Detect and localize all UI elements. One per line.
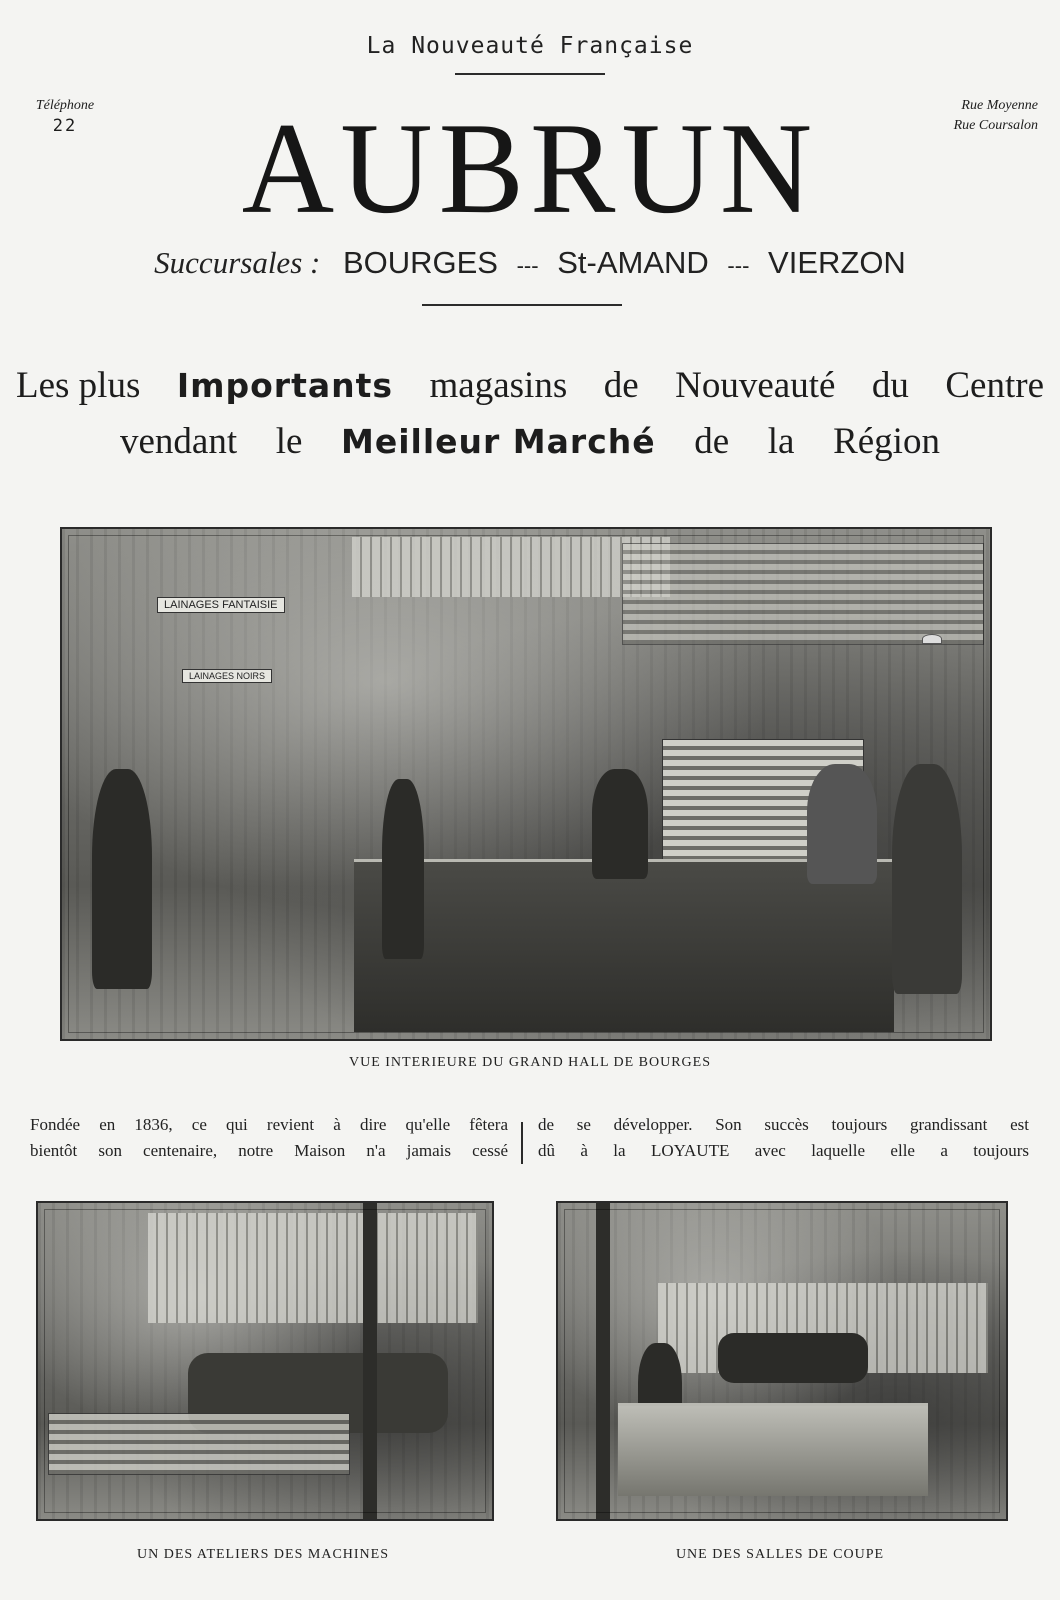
headline-word: de [603, 365, 639, 406]
headline-word: Nouveauté [675, 365, 836, 406]
headline-line-1 [16, 358, 1044, 414]
header-rule-top [455, 73, 605, 75]
header-rule-bottom [422, 304, 622, 306]
branch-separator: --- [727, 253, 750, 278]
branches-line [0, 245, 1060, 281]
headline-word: Les plus [16, 365, 141, 406]
caption-cutting-room: UNE DES SALLES DE COUPE [675, 1547, 885, 1562]
brand-name: AUBRUN [241, 95, 819, 241]
street-1: Rue Moyenne [961, 98, 1038, 113]
column-separator [521, 1122, 523, 1164]
body-column-left [30, 1112, 508, 1164]
photo-frame [44, 1209, 486, 1513]
headline-word: Région [833, 421, 940, 462]
branch-vierzon: VIERZON [768, 245, 906, 280]
caption-workshop: UN DES ATELIERS DES MACHINES [136, 1547, 389, 1562]
body-column-right [538, 1112, 1029, 1164]
body-line: de se développer. Son succès toujours grandissant est [538, 1115, 1029, 1134]
phone-number: 22 [52, 116, 78, 136]
headline-word: du [871, 365, 909, 406]
headline-word: vendant [120, 421, 238, 462]
header-kicker: La Nouveauté Française [366, 33, 694, 59]
headline-word: Centre [945, 365, 1044, 406]
sign-lainages-noirs: LAINAGES NOIRS [182, 669, 272, 683]
headline-emphasis: Importants [176, 366, 394, 405]
caption-grand-hall: VUE INTERIEURE DU GRAND HALL DE BOURGES [348, 1055, 711, 1070]
headline-word: de [694, 421, 730, 462]
headline-word: magasins [429, 365, 568, 406]
headline-emphasis: Meilleur Marché [341, 422, 656, 461]
sign-lainages-fantaisie: LAINAGES FANTAISIE [157, 597, 285, 613]
photo-grand-hall [60, 527, 992, 1041]
branch-separator: --- [516, 253, 539, 278]
photo-workshop-machines [36, 1201, 494, 1521]
photo-cutting-room [556, 1201, 1008, 1521]
body-line: bientôt son centenaire, notre Maison n'a jamais cessé [30, 1141, 508, 1160]
branch-st-amand: St-AMAND [557, 245, 709, 280]
headline-word: le [275, 421, 303, 462]
photo-frame [564, 1209, 1000, 1513]
branch-bourges: BOURGES [342, 245, 498, 280]
headline-word: la [767, 421, 795, 462]
headline [16, 358, 1044, 470]
headline-line-2 [120, 414, 940, 470]
phone-label: Téléphone [35, 98, 95, 113]
street-2: Rue Coursalon [953, 118, 1038, 133]
body-line: Fondée en 1836, ce qui revient à dire qu'elle fêtera [30, 1115, 508, 1134]
branches-label: Succursales : [154, 245, 321, 280]
photo-frame [68, 535, 984, 1033]
body-line: dû à la LOYAUTE avec laquelle elle a toujours [538, 1141, 1029, 1160]
